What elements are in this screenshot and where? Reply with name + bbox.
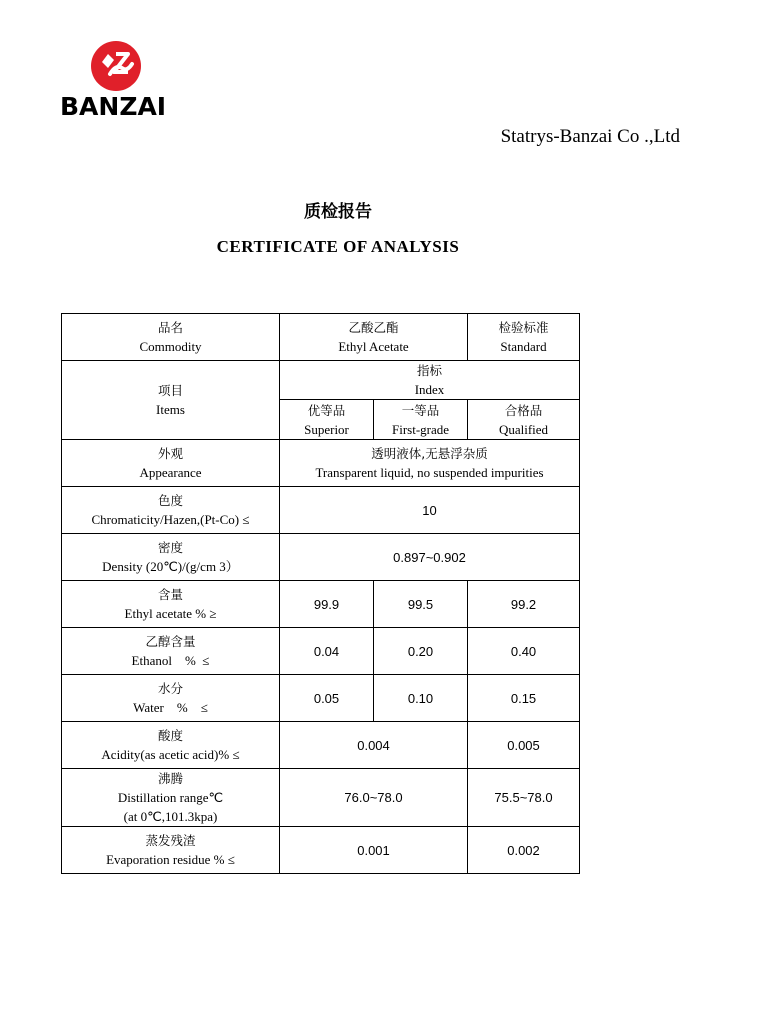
row-label: 色度 Chromaticity/Hazen,(Pt-Co) ≤ (62, 487, 280, 534)
table-row (62, 440, 580, 487)
value-cell: 0.05 (280, 675, 374, 722)
table-row (62, 534, 580, 581)
analysis-table (61, 313, 580, 874)
company-name: Statrys-Banzai Co .,Ltd (500, 126, 680, 147)
row-label: 乙醇含量 Ethanol % ≤ (62, 628, 280, 675)
grade-qualified: 合格品 Qualified (468, 400, 580, 440)
page-title-cn: 质检报告 (304, 202, 372, 222)
table-row (62, 675, 580, 722)
density-value: 0.897~0.902 (280, 534, 580, 581)
row-label: 外观 Appearance (62, 440, 280, 487)
table-row (62, 722, 580, 769)
standard-label: 检验标准 Standard (468, 314, 580, 361)
row-label: 密度 Density (20℃)/(g/cm 3） (62, 534, 280, 581)
company-logo (60, 40, 172, 126)
row-label: 沸腾 Distillation range℃ (at 0℃,101.3kpa) (62, 769, 280, 827)
table-row (62, 628, 580, 675)
table-row (62, 581, 580, 628)
table-row (62, 769, 580, 827)
table-row (62, 361, 580, 400)
value-cell: 75.5~78.0 (468, 769, 580, 827)
grade-superior: 优等品 Superior (280, 400, 374, 440)
product-name: 乙酸乙酯 Ethyl Acetate (280, 314, 468, 361)
page-title-en: CERTIFICATE OF ANALYSIS (216, 237, 460, 256)
table-row (62, 487, 580, 534)
index-label: 指标 Index (280, 361, 580, 400)
row-label: 蒸发残渣 Evaporation residue % ≤ (62, 827, 280, 874)
row-label: 含量 Ethyl acetate % ≥ (62, 581, 280, 628)
value-cell: 0.10 (374, 675, 468, 722)
value-cell: 0.15 (468, 675, 580, 722)
appearance-value: 透明液体,无悬浮杂质 Transparent liquid, no suspended impurities (280, 440, 580, 487)
value-cell: 99.2 (468, 581, 580, 628)
value-cell: 0.04 (280, 628, 374, 675)
grade-first: 一等品 First-grade (374, 400, 468, 440)
value-cell: 0.001 (280, 827, 468, 874)
banzai-logo-icon (88, 40, 144, 92)
value-cell: 0.004 (280, 722, 468, 769)
row-label: 酸度 Acidity(as acetic acid)% ≤ (62, 722, 280, 769)
value-cell: 0.40 (468, 628, 580, 675)
value-cell: 76.0~78.0 (280, 769, 468, 827)
value-cell: 0.002 (468, 827, 580, 874)
commodity-label: 品名 Commodity (62, 314, 280, 361)
row-label: 水分 Water % ≤ (62, 675, 280, 722)
value-cell: 99.5 (374, 581, 468, 628)
items-label: 项目 Items (62, 361, 280, 440)
table-row (62, 827, 580, 874)
value-cell: 0.005 (468, 722, 580, 769)
chromaticity-value: 10 (280, 487, 580, 534)
value-cell: 0.20 (374, 628, 468, 675)
logo-text: BANZAI (60, 92, 167, 121)
table-row (62, 314, 580, 361)
value-cell: 99.9 (280, 581, 374, 628)
